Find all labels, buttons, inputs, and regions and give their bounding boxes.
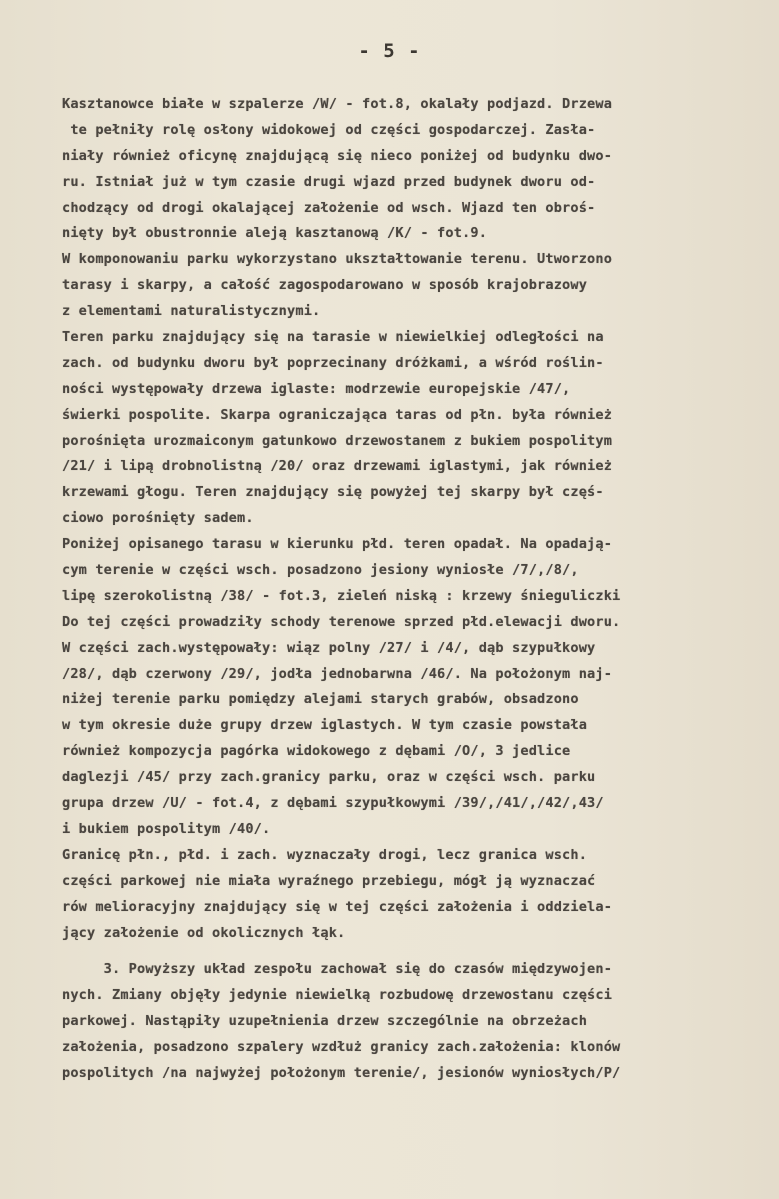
text-line: daglezji /45/ przy zach.granicy parku, oraz w części wsch. parku: [62, 769, 596, 786]
text-line: świerki pospolite. Skarpa ograniczająca taras od płn. była również: [62, 406, 613, 423]
text-line: rów melioracyjny znajdujący się w tej części założenia i oddziela-: [62, 898, 613, 915]
text-line: /28/, dąb czerwony /29/, jodła jednobarwna /46/. Na położonym naj-: [62, 665, 613, 682]
text-line: Do tej części prowadziły schody terenowe sprzed płd.elewacji dworu.: [62, 613, 621, 630]
text-line: założenia, posadzono szpalery wzdłuż granicy zach.założenia: klonów: [62, 1039, 621, 1056]
page-number: - 5 -: [358, 40, 421, 62]
text-line: jący założenie od okolicznych łąk.: [62, 924, 346, 941]
text-line: w tym okresie duże grupy drzew iglastych. W tym czasie powstała: [62, 717, 588, 734]
text-line: cym terenie w części wsch. posadzono jesiony wyniosłe /7/,/8/,: [62, 562, 579, 579]
text-line: chodzący od drogi okalającej założenie od wsch. Wjazd ten obroś-: [62, 199, 596, 216]
text-line: również kompozycja pagórka widokowego z dębami /O/, 3 jedlice: [62, 743, 571, 760]
text-line: nięty był obustronnie aleją kasztanową /K/ - fot.9.: [62, 225, 488, 242]
text-line: 3. Powyższy układ zespołu zachował się do czasów międzywojen-: [62, 961, 613, 978]
body-text: [62, 92, 779, 1087]
text-line: krzewami głogu. Teren znajdujący się powyżej tej skarpy był częś-: [62, 484, 604, 501]
text-line: ciowo porośnięty sadem.: [62, 510, 254, 527]
section-gap: [62, 946, 779, 957]
text-line: z elementami naturalistycznymi.: [62, 303, 321, 320]
text-line: W komponowaniu parku wykorzystano ukształtowanie terenu. Utworzono: [62, 251, 613, 268]
text-line: Teren parku znajdujący się na tarasie w niewielkiej odległości na: [62, 329, 604, 346]
text-line: lipę szerokolistną /38/ - fot.3, zieleń niską : krzewy śnieguliczki: [62, 587, 621, 604]
text-line: tarasy i skarpy, a całość zagospodarowano w sposób krajobrazowy: [62, 277, 588, 294]
text-line: Granicę płn., płd. i zach. wyznaczały drogi, lecz granica wsch.: [62, 846, 588, 863]
text-line: zach. od budynku dworu był poprzecinany dróżkami, a wśród roślin-: [62, 354, 604, 371]
text-line: Poniżej opisanego tarasu w kierunku płd. teren opadał. Na opadają-: [62, 536, 613, 553]
text-line: porośnięta urozmaiconym gatunkowo drzewostanem z bukiem pospolitym: [62, 432, 613, 449]
text-line: nych. Zmiany objęły jedynie niewielką rozbudowę drzewostanu części: [62, 987, 613, 1004]
text-line: parkowej. Nastąpiły uzupełnienia drzew szczególnie na obrzeżach: [62, 1013, 588, 1030]
text-line: i bukiem pospolitym /40/.: [62, 820, 271, 837]
text-line: części parkowej nie miała wyraźnego przebiegu, mógł ją wyznaczać: [62, 872, 596, 889]
text-line: niały również oficynę znajdującą się nieco poniżej od budynku dwo-: [62, 147, 613, 164]
text-line: ru. Istniał już w tym czasie drugi wjazd przed budynek dworu od-: [62, 173, 596, 190]
text-line: niżej terenie parku pomiędzy alejami starych grabów, obsadzono: [62, 691, 579, 708]
text-line: grupa drzew /U/ - fot.4, z dębami szypułkowymi /39/,/41/,/42/,43/: [62, 795, 604, 812]
text-line: te pełniły rolę osłony widokowej od części gospodarczej. Zasła-: [62, 121, 596, 138]
text-line: W części zach.występowały: wiąz polny /27/ i /4/, dąb szypułkowy: [62, 639, 596, 656]
text-line: /21/ i lipą drobnolistną /20/ oraz drzewami iglastymi, jak również: [62, 458, 613, 475]
text-line: pospolitych /na najwyżej położonym terenie/, jesionów wyniosłych/P/: [62, 1064, 621, 1081]
text-line: ności występowały drzewa iglaste: modrzewie europejskie /47/,: [62, 380, 571, 397]
text-line: Kasztanowce białe w szpalerze /W/ - fot.8, okalały podjazd. Drzewa: [62, 96, 613, 112]
